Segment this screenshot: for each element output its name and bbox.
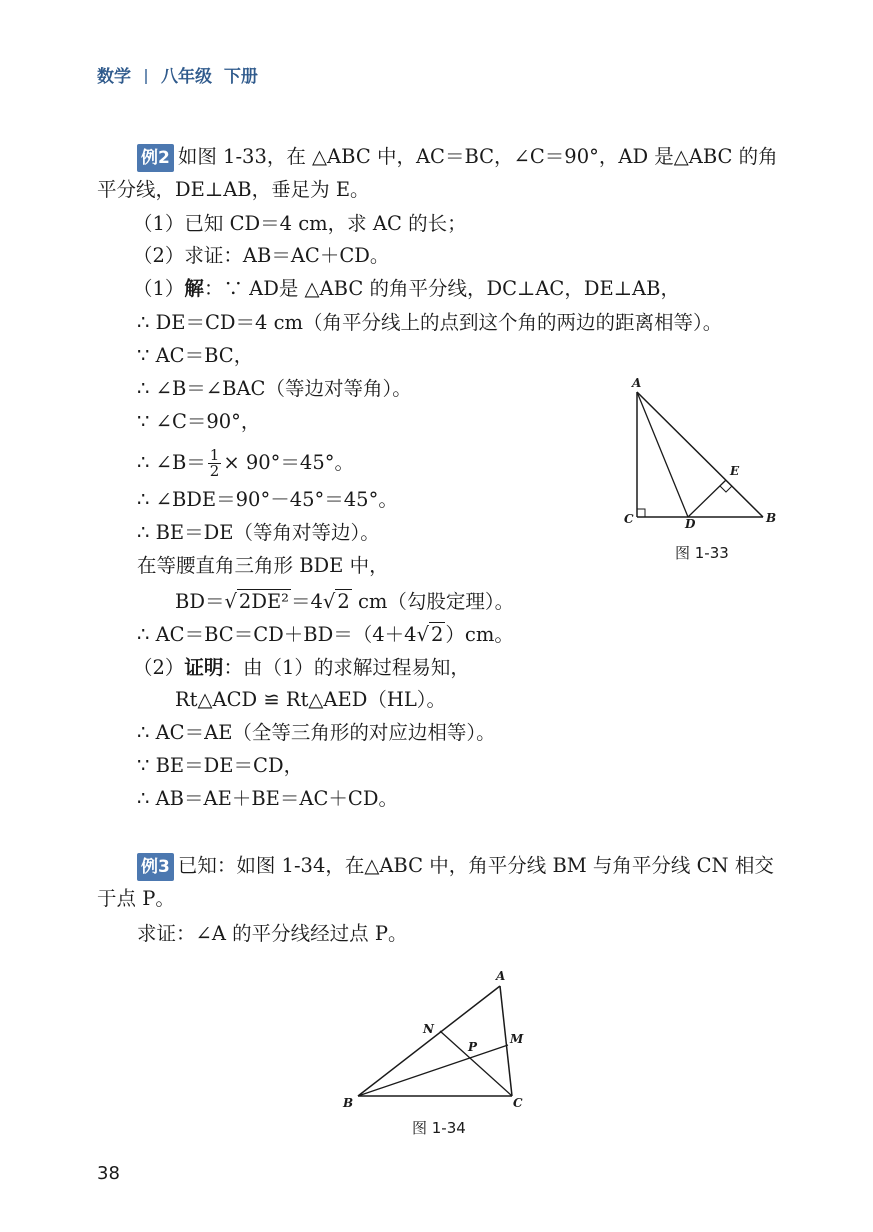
step-11: Rt△ACD ≌ Rt△AED（HL）。 (175, 688, 447, 711)
subject-label: 数学 (97, 67, 131, 87)
page-header (97, 62, 258, 87)
figure-1-34-diagram (340, 965, 540, 1115)
sol2-word: 证明 (184, 656, 224, 679)
label-N: N (423, 1022, 434, 1036)
label-M: M (510, 1032, 524, 1046)
fraction-one-half (208, 448, 222, 479)
example2-line2: 平分线，DE⊥AB，垂足为 E。 (97, 178, 370, 201)
label-D: D (685, 517, 696, 531)
sol2-label: （2） (133, 656, 185, 679)
sol1-label: （1） (133, 277, 185, 300)
fraction-denominator: 2 (209, 462, 220, 480)
step-9: BD＝√ 2DE² ＝4√ 2 cm（勾股定理）。 (175, 590, 515, 613)
fraction-numerator: 1 (209, 446, 220, 464)
step-5-pre: ∴ ∠B＝ (137, 451, 206, 474)
step-6: ∴ ∠BDE＝90°－45°＝45°。 (137, 488, 398, 511)
question-2: （2）求证：AB＝AC＋CD。 (133, 244, 390, 267)
example3-line1 (137, 853, 774, 881)
step-9-mid: ＝4 (291, 590, 323, 613)
label-A: A (632, 376, 642, 390)
page-number: 38 (97, 1163, 120, 1184)
volume-label: 下册 (223, 67, 258, 87)
label-C: C (624, 512, 634, 526)
step-10-pre: ∴ AC＝BC＝CD＋BD＝（4＋4 (137, 623, 417, 646)
radicand-1: 2DE² (238, 590, 289, 613)
example2-line1 (137, 144, 778, 172)
sol2-rest: ：由（1）的求解过程易知， (223, 656, 470, 679)
sol1-rest: ：∵ AD是 △ABC 的角平分线，DC⊥AC，DE⊥AB， (203, 277, 680, 300)
question-1: （1）已知 CD＝4 cm，求 AC 的长； (133, 212, 467, 235)
header-divider (145, 69, 147, 84)
step-5-post: × 90°＝45°。 (223, 451, 354, 474)
step-1: ∴ DE＝CD＝4 cm（角平分线上的点到这个角的两边的距离相等）。 (137, 311, 723, 334)
figure-1-34 (340, 965, 540, 1140)
sol1-word: 解 (184, 277, 204, 300)
step-9-pre: BD＝ (175, 590, 225, 613)
label-B: B (766, 511, 777, 525)
figure-1-33-caption: 图 1-33 (675, 544, 729, 562)
example3-badge: 例3 (137, 853, 174, 881)
solution-1-header (133, 277, 680, 301)
example3-line2: 于点 P。 (97, 887, 175, 910)
step-2: ∵ AC＝BC， (137, 344, 254, 367)
grade-label: 八年级 (161, 67, 212, 87)
step-10: ∴ AC＝BC＝CD＋BD＝（4＋4√ 2 ）cm。 (137, 623, 514, 646)
step-7: ∴ BE＝DE（等角对等边）。 (137, 521, 380, 544)
step-4: ∵ ∠C＝90°， (137, 410, 261, 433)
example3-line3: 求证：∠A 的平分线经过点 P。 (137, 922, 408, 945)
radicand-2: 2 (337, 590, 350, 613)
figure-1-33 (620, 374, 790, 564)
step-14: ∴ AB＝AE＋BE＝AC＋CD。 (137, 787, 398, 810)
example3-text1: 已知：如图 1-34，在△ABC 中，角平分线 BM 与角平分线 CN 相交 (177, 854, 774, 877)
step-9-post: cm（勾股定理）。 (357, 590, 515, 613)
step-3: ∴ ∠B＝∠BAC（等边对等角）。 (137, 377, 412, 400)
label-E: E (730, 464, 740, 478)
figure-1-33-diagram (620, 374, 790, 534)
label-A: A (496, 969, 506, 983)
step-5 (137, 448, 354, 479)
step-8: 在等腰直角三角形 BDE 中， (137, 554, 389, 577)
step-12: ∴ AC＝AE（全等三角形的对应边相等）。 (137, 721, 496, 744)
label-B: B (343, 1096, 354, 1110)
radicand-3: 2 (431, 623, 444, 646)
solution-2-header (133, 656, 470, 680)
figure-1-34-caption: 图 1-34 (412, 1119, 466, 1137)
step-13: ∵ BE＝DE＝CD， (137, 754, 304, 777)
example2-text1: 如图 1-33，在 △ABC 中，AC＝BC，∠C＝90°，AD 是△ABC 的角 (177, 145, 778, 168)
label-C: C (513, 1096, 523, 1110)
step-10-post: ）cm。 (445, 623, 514, 646)
label-P: P (468, 1040, 478, 1054)
example2-badge: 例2 (137, 144, 174, 172)
